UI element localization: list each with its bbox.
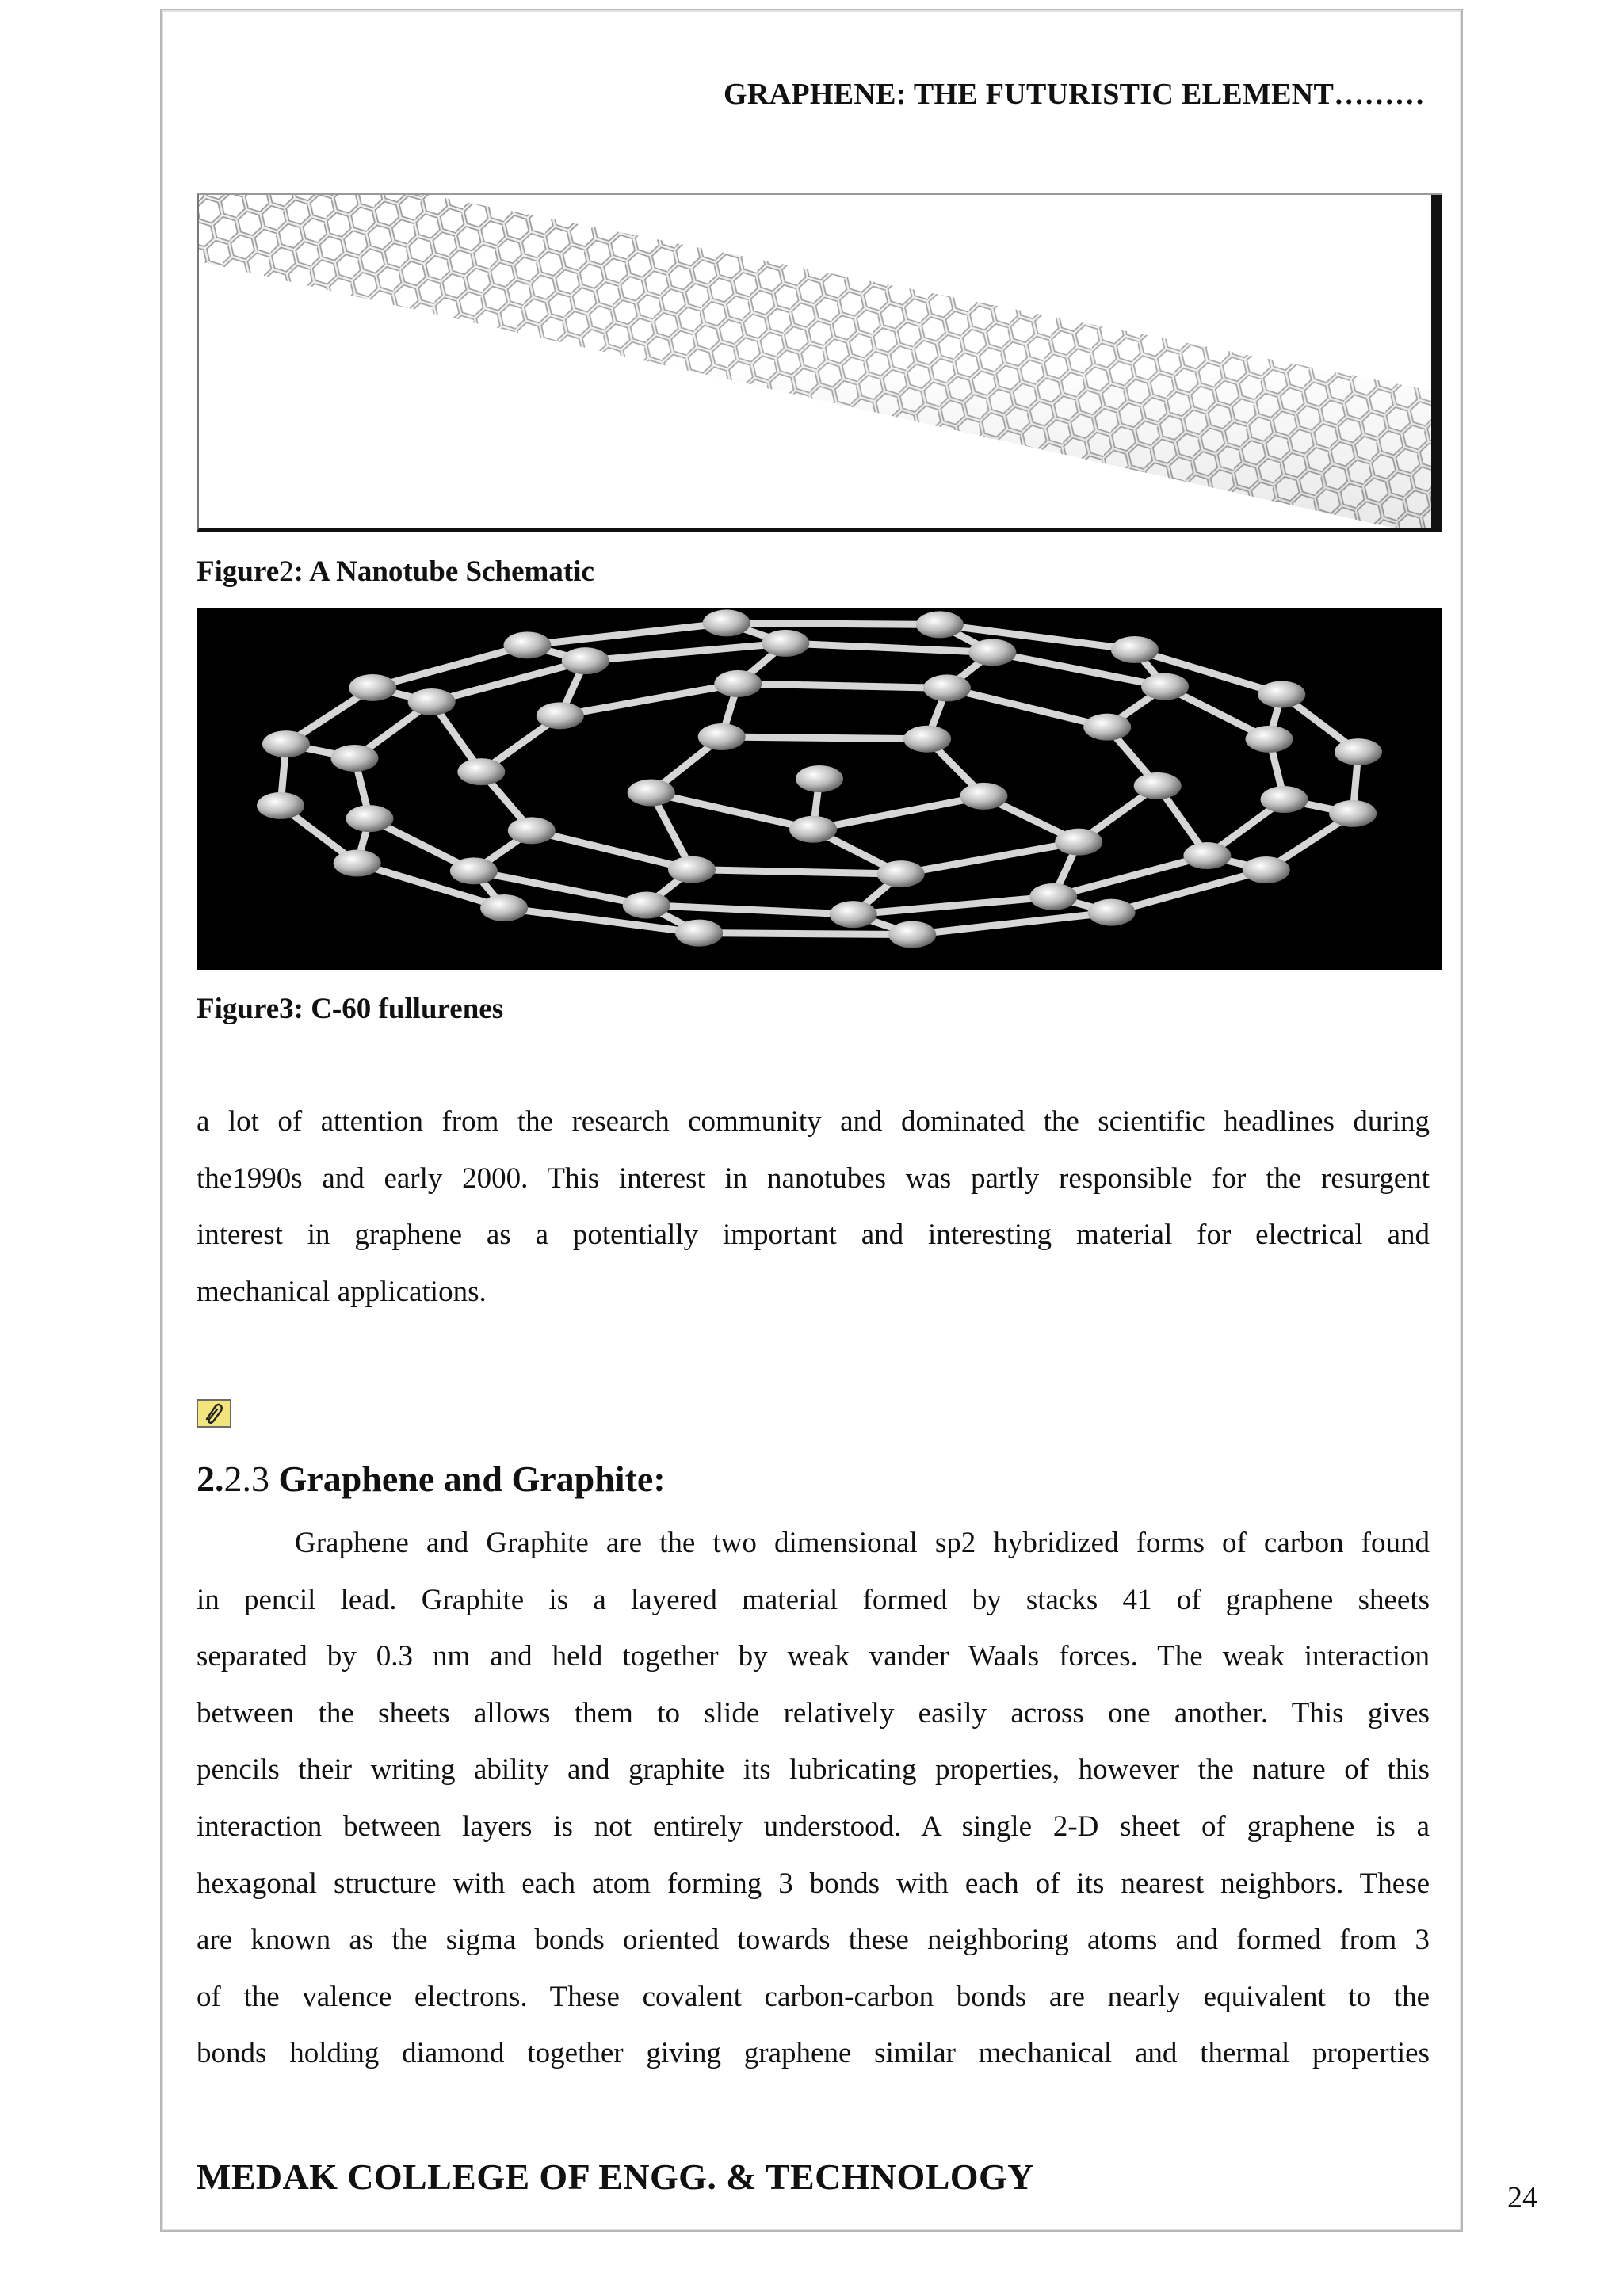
bond: [722, 737, 927, 739]
carbon-atom: [1088, 899, 1136, 926]
bond: [947, 688, 1107, 727]
carbon-atom: [668, 856, 716, 883]
section-number-part: 3: [251, 1459, 269, 1499]
text-line: are known as the sigma bonds oriented towards these neighboring atoms and formed from 3: [197, 1924, 1430, 1957]
bond: [727, 623, 940, 624]
text-line: interaction between layers is not entirely understood. A single 2-D sheet of graphene is a: [197, 1810, 1430, 1843]
text-line: a lot of attention from the research community and dominated the scientific headlines during: [197, 1105, 1430, 1138]
carbon-atom: [1246, 726, 1293, 753]
carbon-atom: [508, 817, 556, 844]
carbon-atom: [1335, 738, 1382, 765]
carbon-atom: [789, 816, 837, 843]
carbon-atom: [903, 726, 951, 753]
comment-note-icon[interactable]: [197, 1399, 231, 1428]
carbon-atom: [330, 745, 378, 772]
carbon-atom: [480, 894, 528, 921]
carbon-atom: [968, 639, 1016, 666]
caption-number: 2: [279, 555, 294, 588]
carbon-atom: [1243, 856, 1290, 883]
carbon-atom: [1258, 681, 1305, 707]
nanotube-figure: [197, 193, 1442, 532]
page-number: 24: [1507, 2181, 1537, 2214]
bond: [651, 793, 813, 830]
carbon-atom: [1083, 714, 1131, 741]
carbon-atom: [623, 892, 670, 919]
carbon-atom: [923, 674, 971, 701]
carbon-atom: [675, 920, 723, 947]
section-number-part: 2.: [223, 1459, 251, 1499]
figure-2-caption: [197, 555, 594, 589]
body-paragraph-2: [197, 1515, 1430, 2082]
bond: [560, 684, 738, 715]
carbon-atom: [349, 674, 396, 701]
carbon-atom: [830, 901, 877, 928]
carbon-atom: [562, 647, 609, 674]
body-paragraph-1: [197, 1093, 1430, 1320]
text-line: in pencil lead. Graphite is a layered material formed by stacks 41 of graphene sheets: [197, 1583, 1430, 1616]
text-line: mechanical applications.: [197, 1275, 487, 1308]
footer-college-name: MEDAK COLLEGE OF ENGG. & TECHNOLOGY: [197, 2157, 1034, 2197]
carbon-atom: [334, 850, 381, 877]
bond: [699, 933, 912, 935]
caption-label: Figure: [197, 555, 280, 588]
carbon-atom: [450, 857, 498, 884]
bond: [738, 684, 947, 688]
text-line: of the valence electrons. These covalent carbon-carbon bonds are nearly equivalent to the: [197, 1980, 1430, 2013]
bond: [527, 623, 726, 645]
text-line: hexagonal structure with each atom forming 3 bonds with each of its nearest neighbors. These: [197, 1867, 1430, 1900]
carbon-atom: [888, 921, 936, 948]
carbon-atom: [1261, 786, 1308, 813]
carbon-atom: [346, 805, 393, 832]
carbon-atom: [537, 702, 584, 729]
text-line: separated by 0.3 nm and held together by weak vander Waals forces. The weak interaction: [197, 1640, 1430, 1673]
carbon-atom: [698, 723, 746, 750]
carbon-atom: [457, 758, 505, 785]
running-header: GRAPHENE: THE FUTURISTIC ELEMENT………: [724, 78, 1425, 111]
carbon-atom: [1141, 673, 1189, 700]
figure-edge-bar: [1431, 195, 1442, 528]
nanotube-illustration: [199, 195, 1442, 528]
section-number-part: 2.: [197, 1459, 224, 1499]
bond: [813, 796, 983, 830]
text-line: Graphene and Graphite are the two dimensional sp2 hybridized forms of carbon found: [295, 1527, 1430, 1559]
bond: [692, 870, 901, 874]
carbon-atom: [960, 783, 1007, 810]
text-line: the1990s and early 2000. This interest in nanotubes was partly responsible for the resurgent: [197, 1161, 1430, 1195]
carbon-atom: [503, 631, 551, 658]
bond: [532, 830, 692, 869]
section-heading: [197, 1458, 666, 1500]
text-line: between the sheets allows them to slide relatively easily across one another. This gives: [197, 1696, 1430, 1730]
carbon-atom: [916, 611, 964, 638]
carbon-atom: [1029, 883, 1077, 910]
caption-text: : A Nanotube Schematic: [293, 555, 594, 588]
text-line: bonds holding diamond together giving graphene similar mechanical and thermal properties: [197, 2037, 1430, 2070]
carbon-atom: [762, 630, 809, 657]
bond: [785, 643, 992, 653]
carbon-atom: [703, 609, 750, 636]
carbon-atom: [714, 670, 762, 697]
bond: [912, 913, 1111, 935]
carbon-atom: [257, 792, 304, 819]
bond: [647, 906, 854, 915]
carbon-atom: [1134, 772, 1182, 799]
carbon-atom: [796, 765, 843, 792]
carbon-atom: [1055, 829, 1102, 856]
section-title: Graphene and Graphite:: [278, 1459, 666, 1499]
carbon-atom: [1183, 842, 1231, 869]
text-line: pencils their writing ability and graphite its lubricating properties, however the nature of this: [197, 1753, 1430, 1787]
figure-3-caption: Figure3: C-60 fullurenes: [197, 993, 504, 1025]
fullerene-figure: [197, 608, 1442, 970]
fullerene-illustration: [197, 608, 1442, 970]
text-line: interest in graphene as a potentially important and interesting material for electrical and: [197, 1219, 1430, 1252]
bond: [854, 897, 1054, 914]
carbon-atom: [1111, 636, 1159, 663]
carbon-atom: [1329, 800, 1377, 827]
carbon-atom: [408, 688, 456, 715]
carbon-atom: [628, 780, 675, 807]
carbon-atom: [262, 730, 310, 757]
carbon-atom: [877, 860, 925, 887]
bond: [586, 643, 786, 661]
bond: [901, 842, 1079, 874]
